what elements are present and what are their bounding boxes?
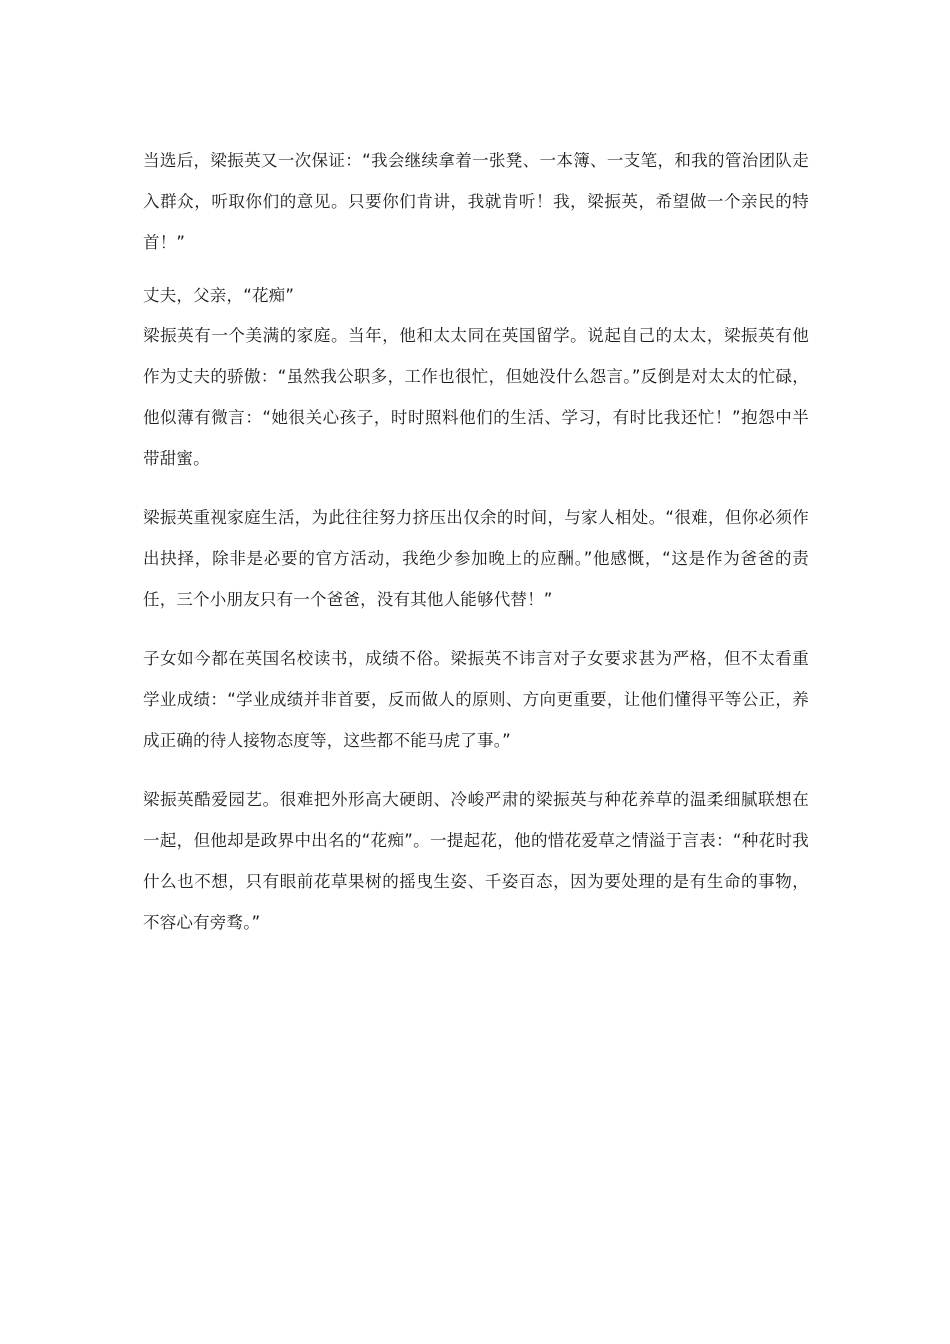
section-heading: 丈夫，父亲，“花痴” [143, 286, 295, 305]
document-body [143, 140, 809, 943]
paragraph-gardening: 梁振英酷爱园艺。很难把外形高大硬朗、冷峻严肃的梁振英与种花养草的温柔细腻联想在一起，但他却是政界中出名的“花痴”。一提起花，他的惜花爱草之情溢于言表：“种花时我什么也不想，只有眼前花草果树的摇曳生姿、千姿百态，因为要处理的是有生命的事物，不容心有旁骛。” [143, 790, 809, 932]
paragraph-election-pledge: 当选后，梁振英又一次保证：“我会继续拿着一张凳、一本簿、一支笔，和我的管治团队走入群众，听取你们的意见。只要你们肯讲，我就肯听！我，梁振英，希望做一个亲民的特首！” [143, 151, 809, 252]
paragraph-family-time: 梁振英重视家庭生活，为此往往努力挤压出仅余的时间，与家人相处。“很难，但你必须作出抉择，除非是必要的官方活动，我绝少参加晚上的应酬。”他感慨，“这是作为爸爸的责任，三个小朋友只有一个爸爸，没有其他人能够代替！” [143, 508, 809, 609]
paragraph-children: 子女如今都在英国名校读书，成绩不俗。梁振英不讳言对子女要求甚为严格，但不太看重学业成绩：“学业成绩并非首要，反而做人的原则、方向更重要，让他们懂得平等公正，养成正确的待人接物态度等，这些都不能马虎了事。” [143, 649, 809, 750]
paragraph-family: 梁振英有一个美满的家庭。当年，他和太太同在英国留学。说起自己的太太，梁振英有他作为丈夫的骄傲：“虽然我公职多，工作也很忙，但她没什么怨言。”反倒是对太太的忙碌，他似薄有微言：“她很关心孩子，时时照料他们的生活、学习，有时比我还忙！”抱怨中半带甜蜜。 [143, 326, 809, 468]
